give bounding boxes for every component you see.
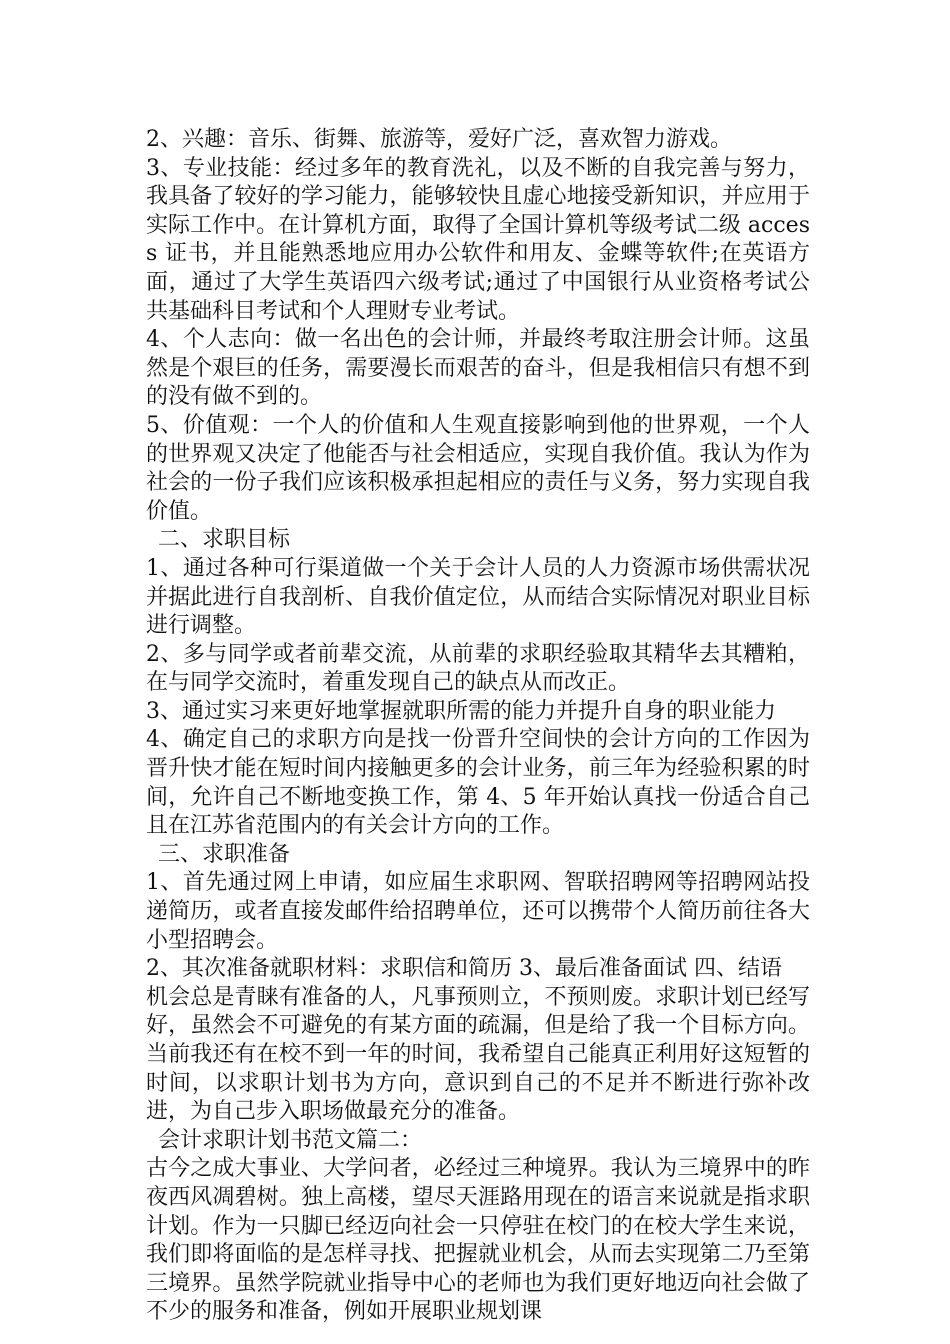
- paragraph-goal-2: 2、多与同学或者前辈交流，从前辈的求职经验取其精华去其糟粕，在与同学交流时，着重发现自己的缺点从而改正。: [146, 641, 810, 696]
- paragraph-goal-1: 1、通过各种可行渠道做一个关于会计人员的人力资源市场供需状况并据此进行自我剖析、自我价值定位，从而结合实际情况对职业目标进行调整。: [146, 555, 810, 639]
- document-body: [146, 126, 810, 1327]
- paragraph-goal-3: 3、通过实习来更好地掌握就职所需的能力并提升自身的职业能力: [146, 698, 776, 724]
- paragraph-prep-1: 1、首先通过网上申请，如应届生求职网、智联招聘网等招聘网站投递简历，或者直接发邮件给招聘单位，还可以携带个人简历前往各大小型招聘会。: [146, 870, 810, 953]
- paragraph-ambition: 4、个人志向：做一名出色的会计师，并最终考取注册会计师。这虽然是个艰巨的任务，需要漫长而艰苦的奋斗，但是我相信只有想不到的没有做不到的。: [146, 327, 810, 410]
- paragraph-goal-4: 4、确定自己的求职方向是找一份晋升空间快的会计方向的工作因为晋升快才能在短时间内接触更多的会计业务，前三年为经验积累的时间，允许自己不断地变换工作，第 4、5 年开始认真找一份适合自己且在江苏省范围内的有关会计方向的工作。: [146, 727, 810, 839]
- section-heading-sample-two: 会计求职计划书范文篇二：: [158, 1127, 423, 1153]
- paragraph-prep-2: 2、其次准备就职材料：求职信和简历 3、最后准备面试 四、结语: [146, 956, 782, 982]
- paragraph-skills: 3、专业技能：经过多年的教育洗礼，以及不断的自我完善与努力，我具备了较好的学习能力，能够较快且虚心地接受新知识，并应用于实际工作中。在计算机方面，取得了全国计算机等级考试二级 access 证书，并且能熟悉地应用办公软件和用友、金蝶等软件;在英语方面，通过了大学生英语四六级考试;通过了中国银行从业资格考试公共基础科目考试和个人理财专业考试。: [146, 155, 810, 324]
- section-heading-goals: 二、求职目标: [158, 527, 291, 553]
- paragraph-conclusion: 机会总是青睐有准备的人，凡事预则立，不预则废。求职计划已经写好，虽然会不可避免的有某方面的疏漏，但是给了我一个目标方向。当前我还有在校不到一年的时间，我希望自己能真正利用好这短暂的时间，以求职计划书为方向，意识到自己的不足并不断进行弥补改进，为自己步入职场做最充分的准备。: [146, 984, 810, 1125]
- paragraph-sample-two-intro: 古今之成大事业、大学问者，必经过三种境界。我认为三境界中的昨夜西风凋碧树。独上高楼，望尽天涯路用现在的语言来说就是指求职计划。作为一只脚已经迈向社会一只停驻在校门的在校大学生来说，我们即将面临的是怎样寻找、把握就业机会，从而去实现第二乃至第三境界。虽然学院就业指导中心的老师也为我们更好地迈向社会做了不少的服务和准备，例如开展职业规划课: [146, 1156, 810, 1325]
- paragraph-values: 5、价值观：一个人的价值和人生观直接影响到他的世界观，一个人的世界观又决定了他能否与社会相适应，实现自我价值。我认为作为社会的一份子我们应该积极承担起相应的责任与义务，努力实现自我价值。: [146, 412, 810, 524]
- section-heading-preparation: 三、求职准备: [158, 841, 291, 867]
- paragraph-interests: 2、兴趣：音乐、街舞、旅游等，爱好广泛，喜欢智力游戏。: [146, 127, 732, 152]
